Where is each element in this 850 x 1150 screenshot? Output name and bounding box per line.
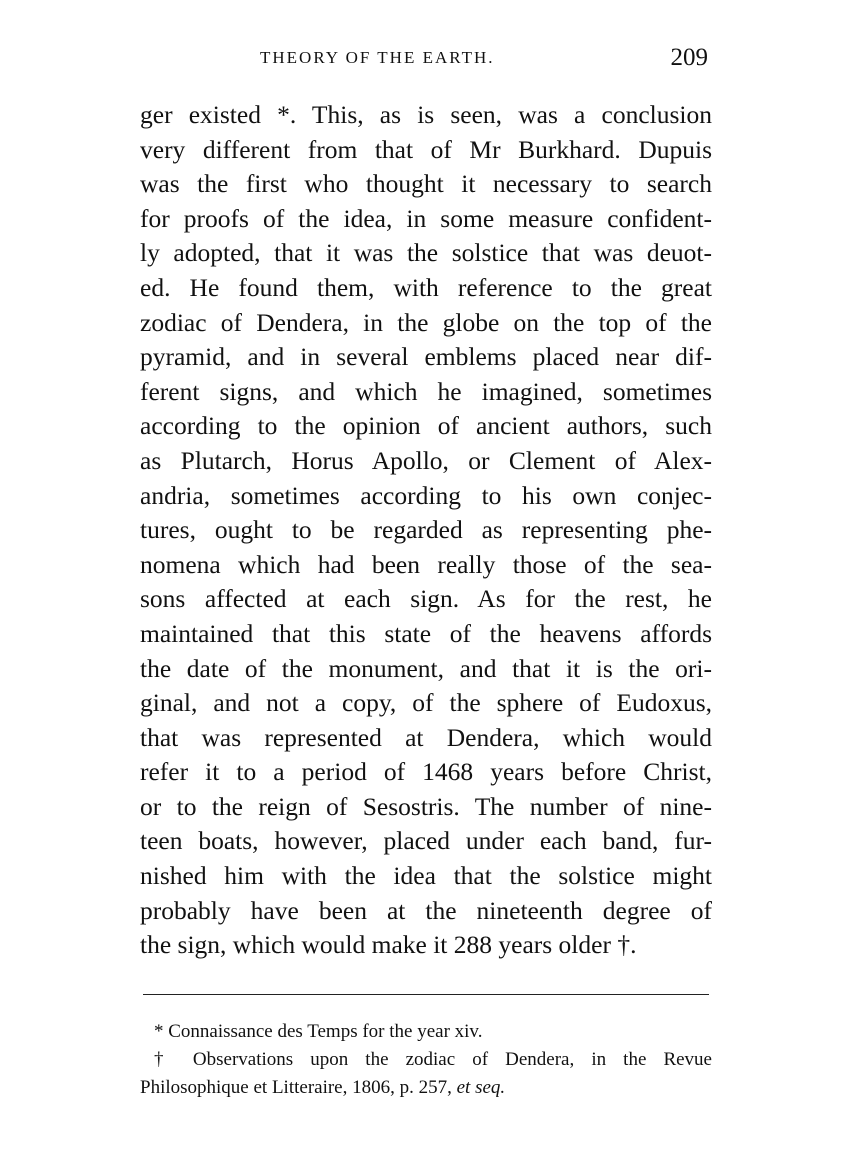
text-line: for proofs of the idea, in some measure confident- (140, 203, 712, 233)
text-line: ed. He found them, with reference to the great (140, 272, 712, 302)
text-line: zodiac of Dendera, in the globe on the top of the (140, 307, 712, 337)
text-line: tures, ought to be regarded as representing phe- (140, 515, 712, 545)
text-line: nished him with the idea that the solstice might (140, 861, 712, 891)
text-line: nomena which had been really those of the sea- (140, 549, 712, 579)
text-line: the sign, which would make it 288 years older †. (140, 930, 637, 960)
footnote-2-citation: Philosophique et Litteraire, 1806, p. 257, (140, 1077, 452, 1098)
text-line: probably have been at the nineteenth degree of (140, 895, 712, 925)
page-number: 209 (670, 44, 708, 71)
text-line: refer it to a period of 1468 years before Christ, (140, 757, 712, 787)
text-line: ferent signs, and which he imagined, sometimes (140, 376, 712, 406)
text-line: or to the reign of Sesostris. The number of nine- (140, 791, 712, 821)
text-line: sons affected at each sign. As for the rest, he (140, 584, 712, 614)
text-line: as Plutarch, Horus Apollo, or Clement of Alex- (140, 445, 712, 475)
footnote-rule (143, 994, 709, 995)
footnote-1: * Connaissance des Temps for the year xiv. (154, 1021, 483, 1042)
text-line: ly adopted, that it was the solstice that was deuot- (140, 238, 712, 268)
text-line: very different from that of Mr Burkhard. Dupuis (140, 134, 712, 164)
body-text (140, 98, 712, 963)
text-line: maintained that this state of the heavens affords (140, 618, 712, 648)
text-line: ginal, and not a copy, of the sphere of Eudoxus, (140, 688, 712, 718)
text-line: andria, sometimes according to his own conjec- (140, 480, 712, 510)
footnotes (140, 1018, 712, 1102)
running-title: THEORY OF THE EARTH. (260, 48, 495, 67)
text-line: pyramid, and in several emblems placed near dif- (140, 342, 712, 372)
footnote-2-et-seq: et seq. (456, 1077, 506, 1098)
text-line: the date of the monument, and that it is the ori- (140, 653, 712, 683)
text-line: according to the opinion of ancient authors, such (140, 411, 712, 441)
footnote-2-line-1: † Observations upon the zodiac of Dendera, in the Revue (154, 1049, 712, 1070)
text-line: that was represented at Dendera, which would (140, 722, 712, 752)
text-line: teen boats, however, placed under each band, fur- (140, 826, 712, 856)
footnote-2-line-2 (140, 1074, 712, 1102)
text-line: was the first who thought it necessary to search (140, 169, 712, 199)
text-line: ger existed *. This, as is seen, was a conclusion (140, 100, 712, 129)
running-head (140, 44, 712, 78)
